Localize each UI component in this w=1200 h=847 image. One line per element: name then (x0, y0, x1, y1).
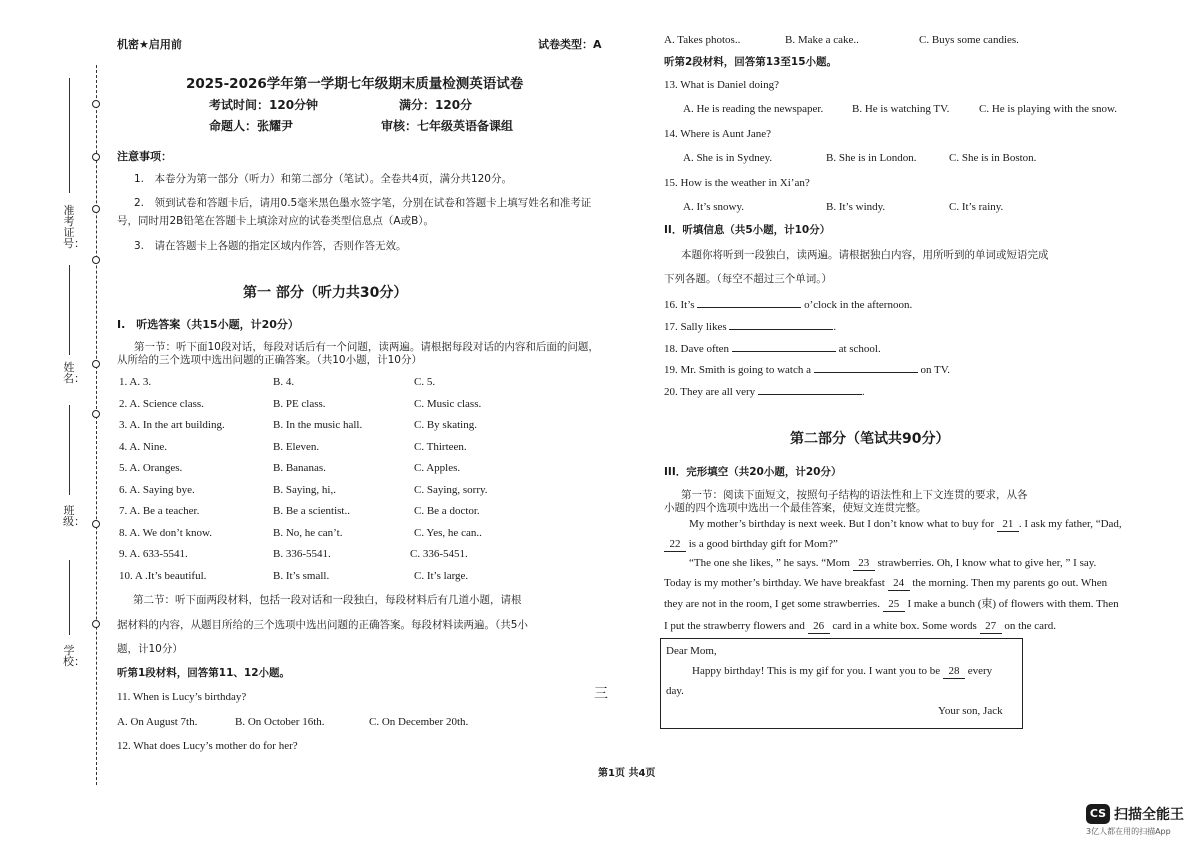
exam-title: 2025-2026学年第一学期七年级期末质量检测英语试卷 (186, 76, 524, 92)
question-option-b: B. PE class. (273, 398, 326, 410)
question-11: 11. When is Lucy’s birthday? (117, 691, 247, 703)
question-option-a: 2. A. Science class. (119, 398, 204, 410)
option: B. It’s windy. (826, 201, 886, 213)
option: B. Make a cake.. (785, 34, 859, 46)
blank-24[interactable]: 24 (888, 576, 910, 591)
question-option-b: B. In the music hall. (273, 419, 363, 431)
question-option-c: C. 5. (414, 376, 436, 388)
section2-intro: 下列各题。（每空不超过三个单词。） (664, 273, 832, 285)
sub1-intro: 从所给的三个选项中选出问题的正确答案。（共10小题，计10分） (117, 354, 422, 366)
question-option-c: C. Saying, sorry. (414, 484, 488, 496)
question-option-c: C. By skating. (414, 419, 477, 431)
blank-22[interactable]: 22 (664, 537, 686, 552)
question-option-c: C. Be a doctor. (414, 505, 480, 517)
binding-hole (92, 256, 100, 264)
question-option-a: 8. A. We don’t know. (119, 527, 213, 539)
cloze-intro: 小题的四个选项中选出一个最佳答案，使短文连贯完整。 (664, 502, 927, 514)
question-option-b: B. 4. (273, 376, 295, 388)
part2-title: 第二部分（笔试共90分） (790, 431, 950, 447)
blank-27[interactable]: 27 (980, 619, 1002, 634)
question-option-a: 9. A. 633-5541. (119, 548, 188, 560)
question-option-a: 10. A .It’s beautiful. (119, 570, 207, 582)
question-option-c: C. It’s large. (414, 570, 469, 582)
exam-reviewer: 审核：七年级英语备课组 (381, 119, 514, 133)
passage-line: “The one she likes, ” he says. “Mom 23 strawberries. Oh, I know what to give her, ” I say. (689, 557, 1097, 569)
question-option-c: C. Yes, he can.. (414, 527, 482, 539)
answer-blank[interactable] (697, 296, 801, 308)
question-option-c: C. Thirteen. (414, 441, 467, 453)
exam-author: 命题人：张耀尹 (209, 119, 294, 133)
note-item: 1. 本卷分为第一部分（听力）和第二部分（笔试）。全卷共4页，满分共120分。 (134, 173, 512, 185)
fill-question-16: 16. It’s o’clock in the afternoon. (664, 296, 912, 312)
question-option-b: B. No, he can’t. (273, 527, 343, 539)
section2-title: II．听填信息（共5小题，计10分） (664, 224, 831, 236)
note-item: 号，同时用2B铅笔在答题卡上填涂对应的试卷类型信息点（A或B）。 (117, 215, 435, 227)
blank-28[interactable]: 28 (943, 664, 965, 679)
scanner-name: 扫描全能王 (1114, 807, 1184, 823)
question-15: 15. How is the weather in Xi’an? (664, 177, 810, 189)
option: B. He is watching TV. (852, 103, 950, 115)
answer-blank[interactable] (729, 318, 833, 330)
option: A. She is in Sydney. (683, 152, 773, 164)
binding-hole (92, 153, 100, 161)
question-option-a: 3. A. In the art building. (119, 419, 225, 431)
passage-line: Today is my mother’s birthday. We have breakfast 24 the morning. Then my parents go out. When (664, 577, 1108, 589)
option: A. It’s snowy. (683, 201, 745, 213)
binding-hole (92, 410, 100, 418)
blank-25[interactable]: 25 (883, 597, 905, 612)
letter-line: Happy birthday! This is my gif for you. I want you to be 28 every (692, 665, 993, 677)
section3-title: III．完形填空（共20小题，计20分） (664, 466, 842, 478)
question-option-b: B. Bananas. (273, 462, 326, 474)
option: C. He is playing with the snow. (979, 103, 1117, 115)
binding-hole (92, 360, 100, 368)
sub2-intro: 第二节：听下面两段材料，包括一段对话和一段独白，每段材料后有几道小题，请根 (133, 594, 522, 606)
letter-line: day. (666, 685, 684, 697)
fill-question-17: 17. Sally likes . (664, 318, 836, 334)
fill-question-18: 18. Dave often at school. (664, 340, 881, 356)
question-14: 14. Where is Aunt Jane? (664, 128, 772, 140)
school-line (69, 560, 70, 635)
binding-hole (92, 205, 100, 213)
section2-intro: 本题你将听到一段独白，读两遍。请根据独白内容，用所听到的单词或短语完成 (681, 249, 1049, 261)
binding-hole (92, 520, 100, 528)
margin-mark: 三 (594, 687, 608, 702)
section1-title: I. 听选答案（共15小题，计20分） (117, 318, 299, 331)
question-option-a: 6. A. Saying bye. (119, 484, 195, 496)
option: A. On August 7th. (117, 716, 198, 728)
question-option-a: 7. A. Be a teacher. (119, 505, 200, 517)
name-line (69, 265, 70, 355)
option: B. On October 16th. (235, 716, 325, 728)
option: A. Takes photos.. (664, 34, 741, 46)
exam-number-line (69, 78, 70, 193)
binding-hole (92, 100, 100, 108)
paper-type: 试卷类型：A (538, 38, 602, 51)
note-item: 2. 领到试卷和答题卡后，请用0.5毫米黑色墨水签字笔，分别在试卷和答题卡上填写姓名和准考证 (134, 197, 592, 209)
fill-question-19: 19. Mr. Smith is going to watch a on TV. (664, 361, 950, 377)
binding-hole (92, 620, 100, 628)
material2-label: 听第2段材料，回答第13至15小题。 (664, 56, 838, 68)
fill-question-20: 20. They are all very . (664, 383, 865, 399)
name-label: 姓名： (63, 361, 85, 385)
sub2-intro: 题，计10分） (117, 643, 183, 655)
passage-line: My mother’s birthday is next week. But I don’t know what to buy for 21 . I ask my father, “Dad, (689, 518, 1122, 530)
blank-21[interactable]: 21 (997, 517, 1019, 532)
option: A. He is reading the newspaper. (683, 103, 824, 115)
question-option-b: B. Eleven. (273, 441, 320, 453)
scanner-logo-icon: CS (1086, 804, 1110, 824)
cloze-intro: 第一节：阅读下面短文，按照句子结构的语法性和上下文连贯的要求，从各 (681, 489, 1028, 501)
option: C. She is in Boston. (949, 152, 1037, 164)
question-option-b: B. Saying, hi,. (273, 484, 336, 496)
scanner-slogan: 3亿人都在用的扫描App (1086, 827, 1171, 836)
question-13: 13. What is Daniel doing? (664, 79, 779, 91)
class-label: 班级： (63, 504, 85, 528)
notes-heading: 注意事项： (117, 150, 172, 163)
question-option-a: 4. A. Nine. (119, 441, 167, 453)
material1-label: 听第1段材料，回答第11、12小题。 (117, 667, 291, 679)
confidential-mark: 机密★启用前 (117, 38, 182, 51)
school-label: 学校： (63, 644, 85, 668)
question-option-a: 5. A. Oranges. (119, 462, 183, 474)
sub2-intro: 据材料的内容，从题目所给的三个选项中选出问题的正确答案。每段材料读两遍。（共5小 (117, 619, 528, 631)
question-option-b: B. 336-5541. (273, 548, 331, 560)
question-12: 12. What does Lucy’s mother do for her? (117, 740, 298, 752)
binding-line (96, 65, 97, 785)
question-option-c: C. 336-5451. (410, 548, 468, 560)
passage-line: they are not in the room, I get some strawberries. 25 I make a bunch (束) of flowers with them. Then (664, 598, 1119, 610)
option: B. She is in London. (826, 152, 917, 164)
letter-greeting: Dear Mom, (666, 645, 717, 657)
answer-blank[interactable] (758, 383, 862, 395)
option: C. Buys some candies. (919, 34, 1019, 46)
sub1-intro: 第一节：听下面10段对话，每段对话后有一个问题，读两遍。请根据每段对话的内容和后面的问题， (134, 341, 599, 353)
blank-23[interactable]: 23 (853, 556, 875, 571)
class-line (69, 405, 70, 495)
part1-title: 第一 部分（听力共30分） (243, 285, 408, 301)
page-footer: 第1页 共4页 (598, 768, 656, 779)
question-option-b: B. Be a scientist.. (273, 505, 350, 517)
option: C. It’s rainy. (949, 201, 1004, 213)
answer-blank[interactable] (732, 340, 836, 352)
option: C. On December 20th. (369, 716, 469, 728)
blank-26[interactable]: 26 (808, 619, 830, 634)
question-option-b: B. It’s small. (273, 570, 330, 582)
question-option-c: C. Music class. (414, 398, 482, 410)
exam-number-label: 准考证号： (63, 204, 85, 250)
note-item: 3. 请在答题卡上各题的指定区域内作答，否则作答无效。 (134, 240, 407, 252)
question-option-c: C. Apples. (414, 462, 461, 474)
exam-time: 考试时间：120分钟 (209, 98, 319, 112)
question-option-a: 1. A. 3. (119, 376, 152, 388)
passage-line: I put the strawberry flowers and 26 card in a white box. Some words 27 on the card. (664, 620, 1056, 632)
passage-line: 22 is a good birthday gift for Mom?” (664, 537, 838, 552)
answer-blank[interactable] (814, 361, 918, 373)
letter-signature: Your son, Jack (938, 705, 1003, 717)
full-score: 满分：120分 (399, 98, 473, 112)
